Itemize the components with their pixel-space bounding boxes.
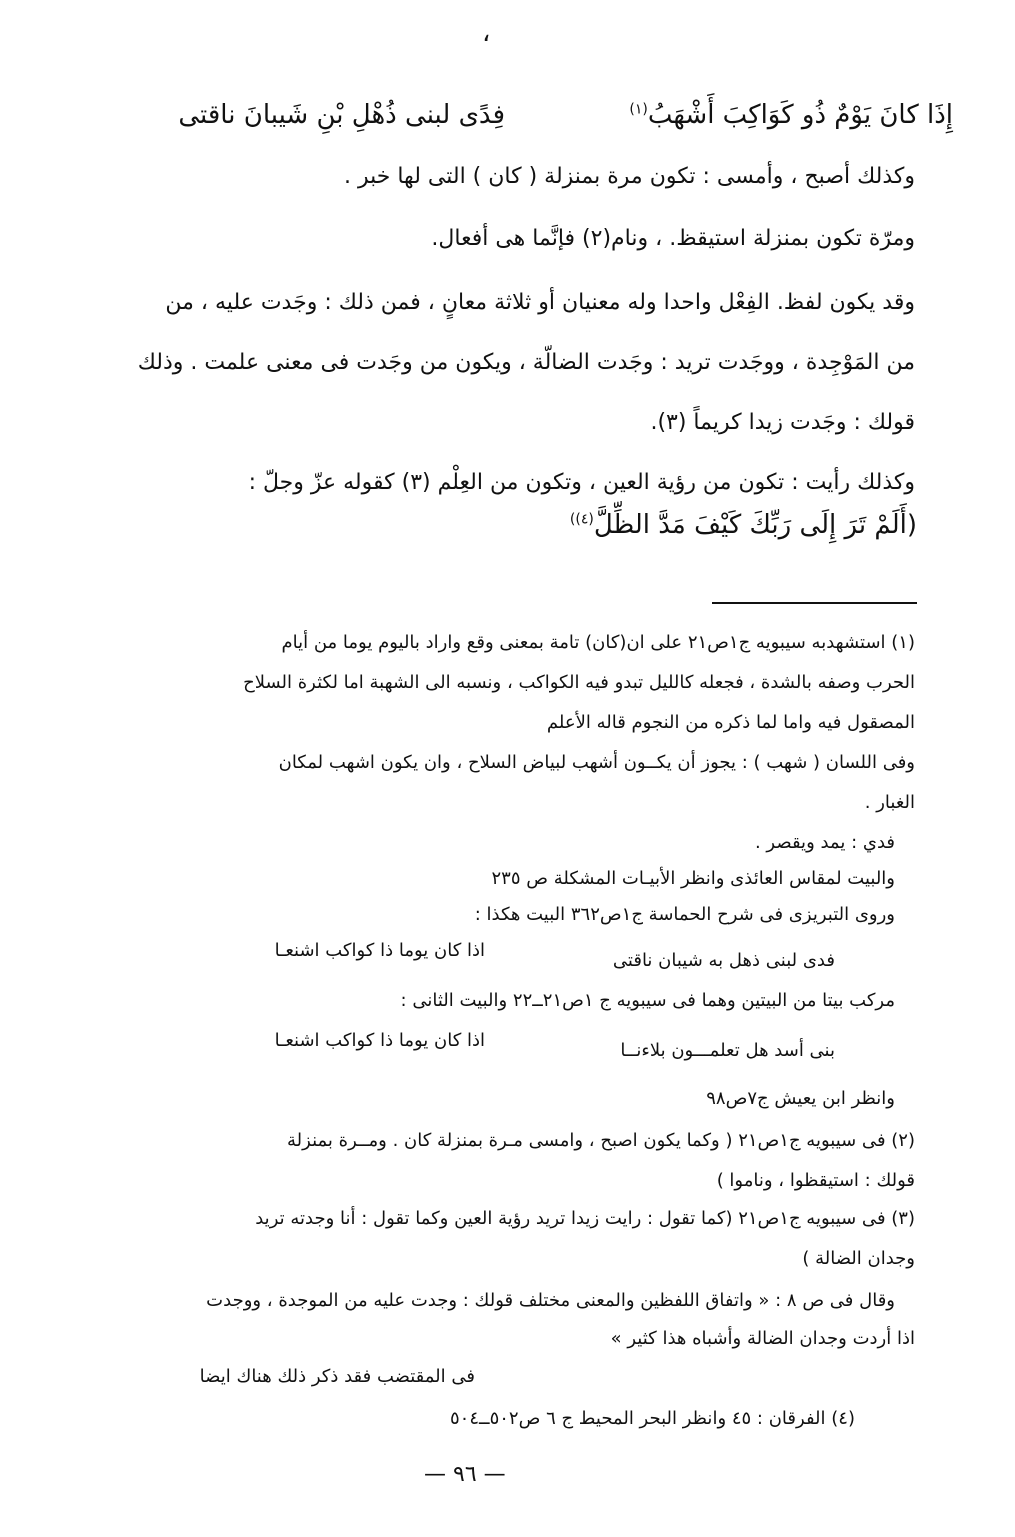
- footnote-1-line-2: الحرب وصفه بالشدة ، فجعله كالليل تبدو فيه الكواكب ، ونسبه الى الشهبة اما لكثرة السلاح: [243, 672, 915, 693]
- footnote-3-line-2: وجدان الضالة ): [802, 1248, 915, 1269]
- footnote-3-line-5: فى المقتضب فقد ذكر ذلك هناك ايضا: [199, 1366, 475, 1387]
- footnote-3-line-1: (٣) فى سيبويه ج١ص٢١ (كما تقول : رايت زيدا تريد رؤية العين وكما تقول : أنا وجدته تريد: [255, 1208, 915, 1229]
- verse-1-second-hemistich: [629, 100, 953, 130]
- verse-1-first-hemistich: فِدًى لبنى ذُهْلِ بْنِ شَيبانَ ناقتى: [178, 100, 505, 130]
- footnote-1-verse2-first: بنى أسد هل تعلمـــون بلاءنــا: [620, 1040, 835, 1061]
- footnote-3-line-4: اذا أردت وجدان الضالة وأشباه هذا كثير »: [610, 1328, 915, 1349]
- footnote-1-line-10: مركب بيتا من البيتين وهما فى سيبويه ج ١ص٢١ــ٢٢ والبيت الثانى :: [400, 990, 895, 1011]
- body-line-3: وقد يكون لفظ. الفِعْل واحدا وله معنيان أو ثلاثة معانٍ ، فمن ذلك : وجَدت عليه ، من: [165, 290, 915, 315]
- footnote-1-line-1: (١) استشهدبه سيبويه ج١ص٢١ على ان(كان) تامة بمعنى وقع واراد باليوم يوما من أيام: [281, 632, 915, 653]
- body-line-4: من المَوْجِدة ، ووجَدت تريد : وجَدت الضالّة ، ويكون من وجَدت فى معنى علمت . وذلك: [137, 350, 915, 375]
- top-mark: ،: [482, 18, 491, 48]
- footnote-1-line-6: فدي : يمد ويقصر .: [754, 832, 895, 853]
- body-line-6: وكذلك رأيت : تكون من رؤية العين ، وتكون من العِلْم (٣) كقوله عزّ وجلّ :: [248, 470, 915, 495]
- footnote-1-verse2-second: اذا كان يوما ذا كواكب اشنعـا: [274, 1030, 485, 1051]
- footnote-1-verse-second: اذا كان يوما ذا كواكب اشنعـا: [274, 940, 485, 961]
- quran-verse: [570, 510, 917, 540]
- body-line-1: وكذلك أصبح ، وأمسى : تكون مرة بمنزلة ( كان ) التى لها خبر .: [344, 164, 915, 189]
- verse-1-second-text: إِذَا كانَ يَوْمٌ ذُو كَوَاكِبَ أَشْهَبُ: [647, 100, 953, 130]
- footnote-1-verse-first: فدى لبنى ذهل به شيبان ناقتى: [612, 950, 835, 971]
- footnote-1-line-12: وانظر ابن يعيش ج٧ص٩٨: [706, 1088, 895, 1109]
- quran-verse-text: (أَلَمْ تَرَ إِلَى رَبِّكَ كَيْفَ مَدَّ الظِّلَّ: [593, 510, 917, 540]
- verse-1-footnote-marker: (١): [629, 101, 648, 118]
- footnote-1-line-3: المصقول فيه واما لما ذكره من النجوم قاله الأعلم: [546, 712, 915, 733]
- body-line-5: قولك : وجَدت زيدا كريماً (٣).: [650, 410, 915, 435]
- footnote-4-line-1: (٤) الفرقان : ٤٥ وانظر البحر المحيط ج ٦ ص٥٠٢ــ٥٠٤: [450, 1408, 855, 1429]
- footnote-1-line-4: وفى اللسان ( شهب ) : يجوز أن يكــون أشهب لبياض السلاح ، وان يكون اشهب لمكان: [278, 752, 915, 773]
- footnote-3-line-3: وقال فى ص ٨ : « واتفاق اللفظين والمعنى مختلف قولك : وجدت عليه من الموجدة ، ووجدت: [206, 1290, 895, 1311]
- body-line-2: ومرّة تكون بمنزلة استيقظ. ، ونام(٢) فإنَّما هى أفعال.: [431, 226, 915, 251]
- footnote-1-line-5: الغبار .: [864, 792, 915, 813]
- footnote-separator: [712, 602, 917, 604]
- footnote-1-line-8: وروى التبريزى فى شرح الحماسة ج١ص٣٦٢ البيت هكذا :: [474, 904, 895, 925]
- quran-footnote-marker: (٤)): [569, 511, 594, 528]
- footnote-2-line-1: (٢) فى سيبويه ج١ص٢١ ( وكما يكون اصبح ، وامسى مـرة بمنزلة كان . ومــرة بمنزلة: [287, 1130, 915, 1151]
- page-number: — ٩٦ —: [424, 1462, 506, 1487]
- footnote-1-line-7: والبيت لمقاس العائذى وانظر الأبيـات المشكلة ص ٢٣٥: [491, 868, 895, 889]
- footnote-2-line-2: قولك : استيقظوا ، وناموا ): [716, 1170, 915, 1191]
